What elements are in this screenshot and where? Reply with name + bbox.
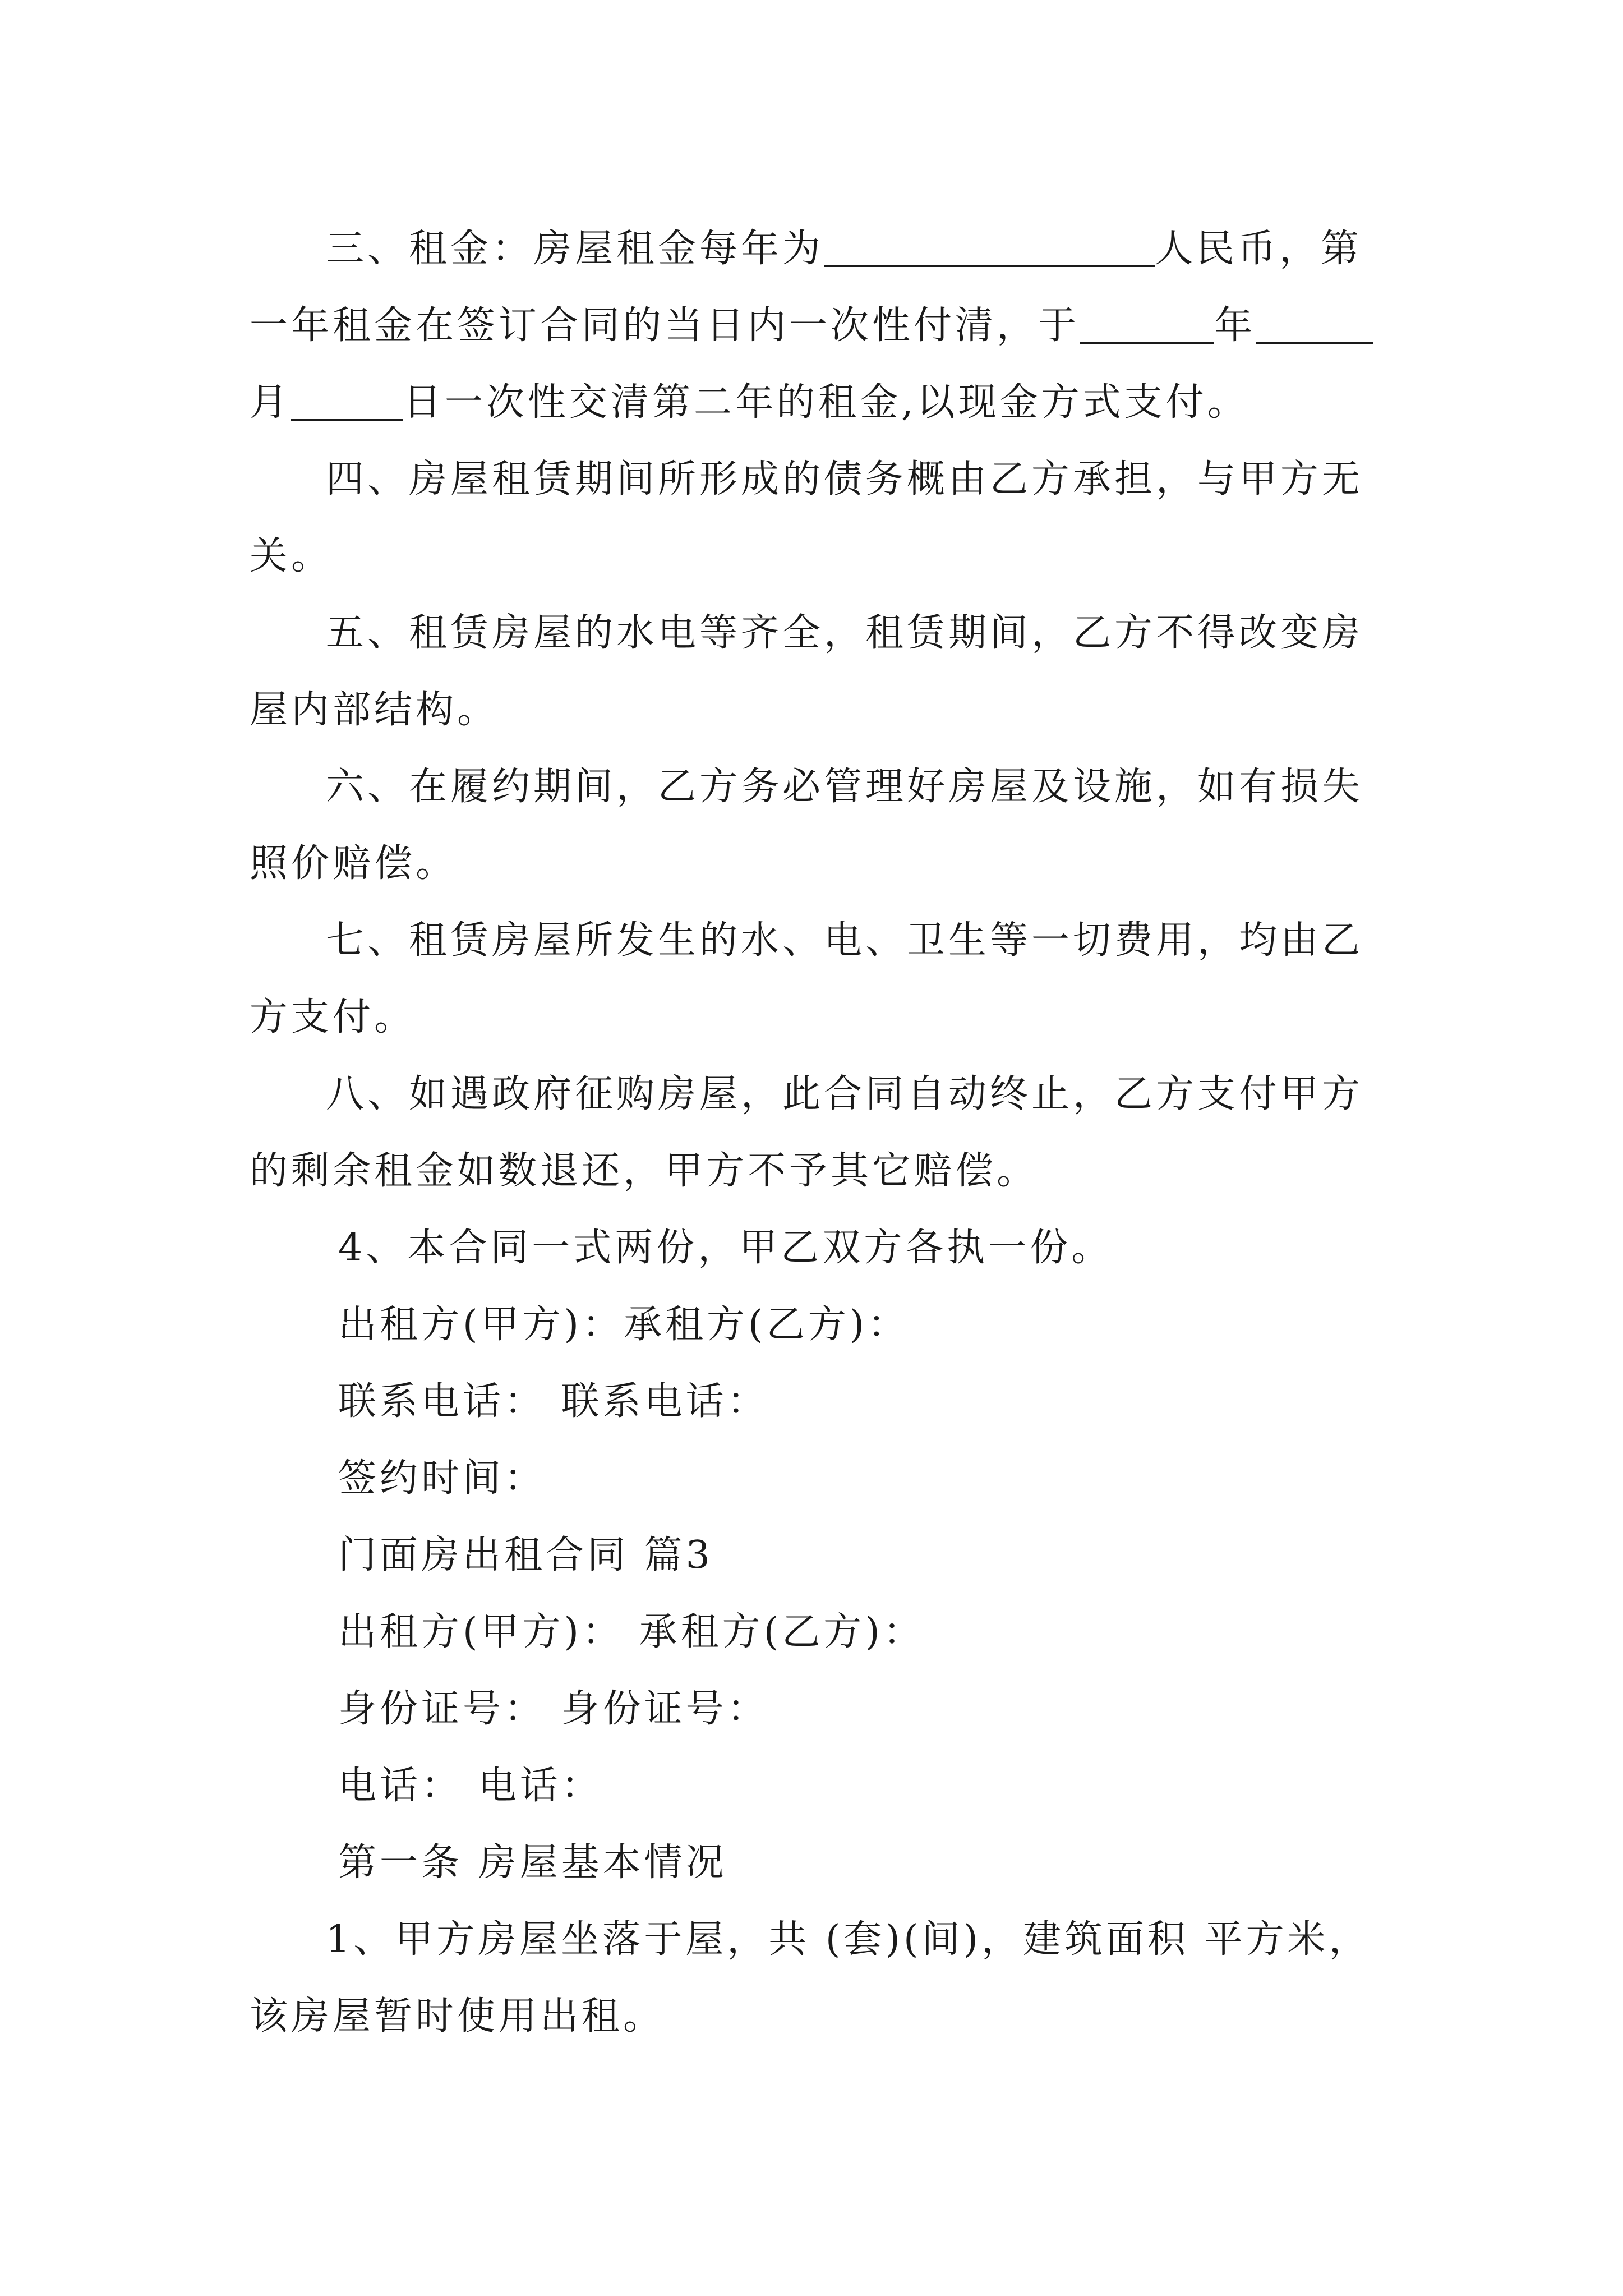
phone-line-2: 电话： 电话： [338, 1764, 603, 1808]
rent-clause-text-1: 三、租金：房屋租金每年为 [326, 227, 824, 271]
signing-date-line: 签约时间： [338, 1456, 546, 1501]
section-title: 门面房出租合同 篇3 [338, 1533, 713, 1577]
phone-line: 联系电话： 联系电话： [338, 1379, 769, 1424]
clause-fees: 七、租赁房屋所发生的水、电、卫生等一切费用，均由乙方支付。 [250, 918, 1364, 1039]
clause-structure: 五、租赁房屋的水电等齐全，租赁期间，乙方不得改变房屋内部结构。 [250, 611, 1364, 732]
payment-year-blank [1080, 308, 1214, 344]
clause-debt: 四、房屋租赁期间所形成的债务概由乙方承担，与甲方无关。 [250, 457, 1364, 578]
rent-clause-text-3: 年 [1214, 303, 1256, 348]
parties-line: 出租方(甲方)：承租方(乙方)： [338, 1303, 910, 1347]
clause-maintenance: 六、在履约期间，乙方务必管理好房屋及设施，如有损失照价赔偿。 [250, 765, 1364, 886]
payment-month-blank [1256, 308, 1373, 344]
rent-clause-text-5: 日一次性交清第二年的租金,以现金方式支付。 [403, 380, 1249, 425]
parties-line-2: 出租方(甲方)： 承租方(乙方)： [338, 1610, 925, 1654]
rent-clause-text-4: 月 [250, 380, 292, 425]
clause-termination: 八、如遇政府征购房屋，此合同自动终止，乙方支付甲方的剩余租金如数退还，甲方不予其它赔偿。 [250, 1072, 1364, 1193]
property-location-clause: 1、甲方房屋坐落于屋，共 (套)(间)，建筑面积 平方米，该房屋暂时使用出租。 [250, 1917, 1371, 2039]
rent-clause-text-2: 人民币，第一年租金在签订合同的当日内一次性付清，于 [250, 227, 1363, 348]
article-one-heading: 第一条 房屋基本情况 [338, 1841, 727, 1885]
rent-amount-blank [824, 231, 1155, 267]
copies-line: 4、本合同一式两份，甲乙双方各执一份。 [338, 1226, 1113, 1270]
id-number-line: 身份证号： 身份证号： [338, 1687, 769, 1731]
payment-day-blank [291, 385, 403, 421]
rent-clause [250, 210, 1382, 441]
contract-body [250, 210, 1382, 2055]
